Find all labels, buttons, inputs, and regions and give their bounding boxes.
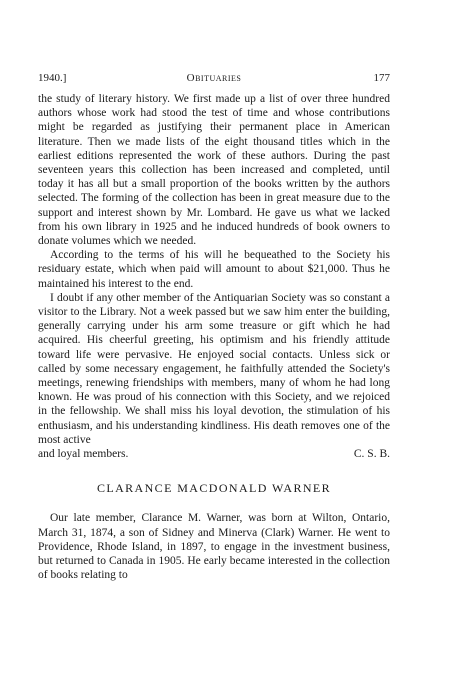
paragraph-bequest: According to the terms of his will he bequeathed to the Society his residuary estate, which when paid will amount to about $21,000. Thus he maintained his interest to the end. bbox=[38, 249, 390, 290]
running-head-date: 1940.] bbox=[38, 72, 67, 84]
running-head bbox=[38, 70, 390, 86]
closing-text: and loyal members. bbox=[38, 448, 129, 461]
obituary-heading: CLARANCE MACDONALD WARNER bbox=[96, 481, 332, 496]
author-initials: C. S. B. bbox=[353, 448, 390, 461]
page-number: 177 bbox=[373, 72, 390, 84]
paragraph-warner: Our late member, Clarance M. Warner, was born at Wilton, Ontario, March 31, 1874, a son of Sidney and Minerva (Clark) Warner. He went to Providence, Rhode Island, in 1897, to engage in the investment business, but returned to Canada in 1905. He early became interested in the collection of books relating to bbox=[38, 512, 390, 582]
signature-line bbox=[38, 447, 390, 461]
paragraph-tribute: I doubt if any other member of the Antiquarian Society was so constant a visitor to the Library. Not a week passed but we saw him enter the building, generally carrying under his arm some treasure or gift which he had acquired. His cheerful greeting, his optimism and his friendly attitude toward life were pervasive. He enjoyed social contacts. Unless sick or called by some necessary engagement, he faithfully attended the Society's meetings, renewing friendships with members, many of whom he had long known. He was proud of his connection with this Society, and we rejoiced in the fellowship. We shall miss his loyal devotion, the stimulation of his enthusiasm, and his understanding kindliness. His death removes one of the most active bbox=[38, 291, 390, 446]
paragraph-continued: the study of literary history. We first made up a list of over three hundred authors whose work had stood the test of time and whose contributions might be regarded as justifying their permanent place in American literature. Then we made lists of the eight thousand titles which in the earliest editions represented the work of these authors. During the past seventeen years this collection has been increased and completed, until today it has all but a small proportion of the books written by the authors selected. The forming of the collection has been in great measure due to the support and interest shown by Mr. Lombard. He gave us what we lacked from his own library in 1925 and he induced hundreds of book owners to donate volumes which we needed. bbox=[38, 93, 390, 248]
article-body bbox=[38, 92, 390, 583]
running-head-title: Obituaries bbox=[186, 72, 242, 84]
